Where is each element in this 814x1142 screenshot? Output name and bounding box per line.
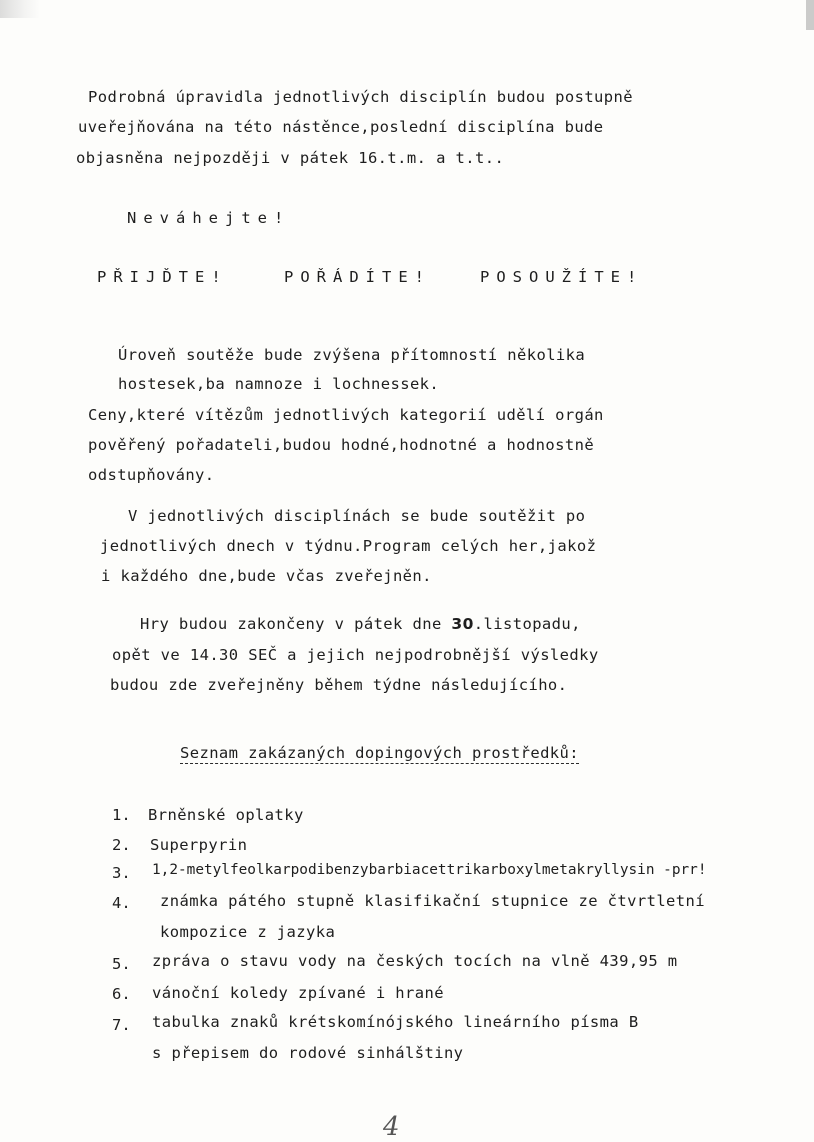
list-num-6: 6. bbox=[112, 985, 131, 1003]
para2-line-2: hostesek,ba namnoze i lochnessek. bbox=[118, 375, 440, 393]
list-item-1: Brněnské oplatky bbox=[148, 806, 304, 824]
para3-line-3: i každého dne,bude včas zveřejněn. bbox=[101, 567, 432, 585]
intro-line-2: uveřejňována na této nástěnce,poslední disciplína bude bbox=[78, 118, 604, 136]
list-num-3: 3. bbox=[112, 864, 131, 882]
list-num-2: 2. bbox=[112, 836, 131, 854]
list-item-3: 1,2-metylfeolkarpodibenzybarbiacettrikarboxylmetakryllysin -prr! bbox=[152, 862, 707, 878]
list-item-5: zpráva o stavu vody na českých tocích na vlně 439,95 m bbox=[152, 952, 678, 970]
slogan-posouzite: POSOUŽÍTE! bbox=[480, 268, 644, 286]
para2-line-1: Úroveň soutěže bude zvýšena přítomností několika bbox=[118, 346, 586, 364]
para3-line-1: V jednotlivých disciplínách se bude soutěžit po bbox=[128, 507, 586, 525]
para2-line-5: odstupňovány. bbox=[88, 466, 215, 484]
para2-line-3: Ceny,které vítězům jednotlivých kategorií udělí orgán bbox=[88, 406, 604, 424]
scan-edge-shadow bbox=[806, 0, 814, 30]
list-num-1: 1. bbox=[112, 806, 131, 824]
list-item-7-line-2: s přepisem do rodové sinhálštiny bbox=[152, 1044, 464, 1062]
list-item-6: vánoční koledy zpívané i hrané bbox=[152, 984, 444, 1002]
list-num-7: 7. bbox=[112, 1016, 131, 1034]
para4-line-3: budou zde zveřejněny během týdne následujícího. bbox=[110, 676, 568, 694]
para4-line-1-end: .listopadu, bbox=[473, 615, 581, 633]
list-item-4-line-2: kompozice z jazyka bbox=[160, 923, 336, 941]
para4-line-2: opět ve 14.30 SEČ a jejich nejpodrobnější výsledky bbox=[112, 646, 599, 664]
handwritten-page-number: 4 bbox=[383, 1112, 400, 1142]
list-heading: Seznam zakázaných dopingových prostředků: bbox=[180, 744, 580, 762]
slogan-poradite: POŘÁDÍTE! bbox=[284, 268, 431, 286]
para2-line-4: pověřený pořadateli,budou hodné,hodnotné a hodnostně bbox=[88, 436, 595, 454]
para3-line-2: jednotlivých dnech v týdnu.Program celých her,jakož bbox=[100, 537, 597, 555]
list-item-7-line-1: tabulka znaků krétskomínójského lineárního písma B bbox=[152, 1013, 639, 1031]
scan-corner-shadow bbox=[0, 0, 40, 18]
list-num-4: 4. bbox=[112, 894, 131, 912]
para4-line-1 bbox=[140, 615, 581, 633]
intro-line-1: Podrobná úpravidla jednotlivých disciplín budou postupně bbox=[88, 88, 633, 106]
list-item-4-line-1: známka pátého stupně klasifikační stupnice ze čtvrtletní bbox=[160, 892, 705, 910]
intro-line-3: objasněna nejpozději v pátek 16.t.m. a t.t.. bbox=[76, 149, 505, 167]
handwritten-date: 30 bbox=[451, 615, 474, 633]
list-num-5: 5. bbox=[112, 955, 131, 973]
slogan-prijdte: PŘIJĎTE! bbox=[97, 268, 228, 286]
para4-line-1-start: Hry budou zakončeny v pátek dne bbox=[140, 615, 452, 633]
list-item-2: Superpyrin bbox=[150, 836, 248, 854]
slogan-nevahejte: Neváhejte! bbox=[127, 209, 291, 227]
